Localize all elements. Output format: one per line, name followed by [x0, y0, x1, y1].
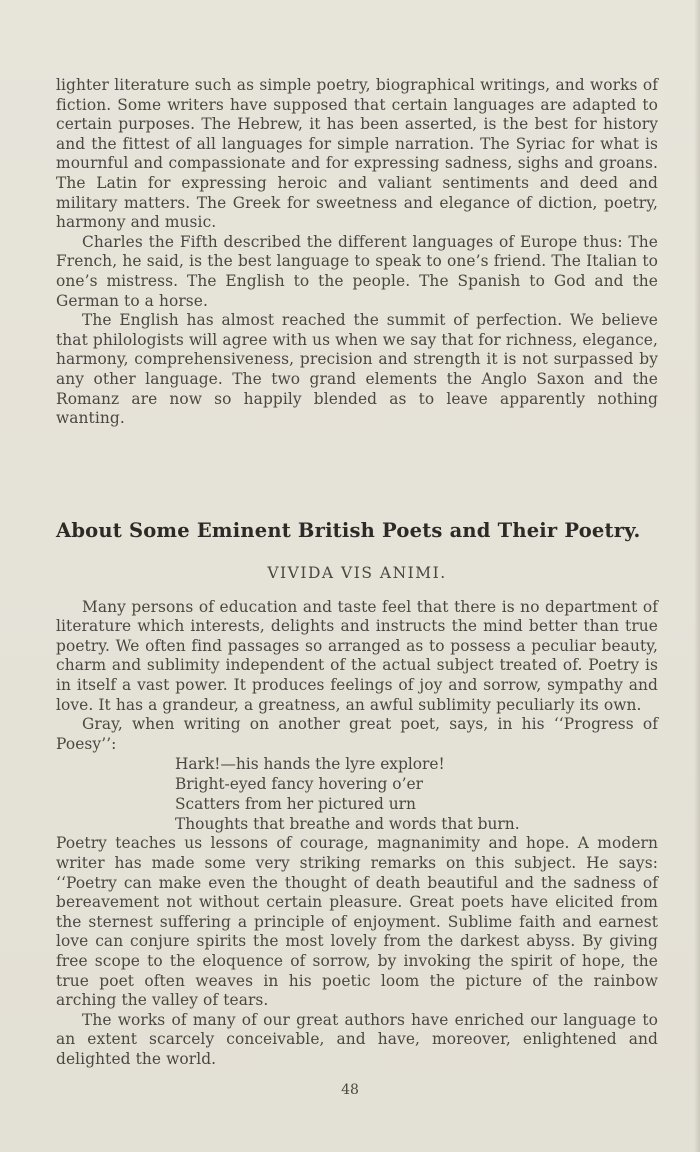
section-motto: VIVIDA VIS ANIMI.	[267, 563, 447, 582]
verse-quotation	[56, 754, 658, 834]
verse-line-3: Scatters from her pictured urn	[175, 795, 416, 814]
body-paragraph-3: Poetry teaches us lessons of courage, magnanimity and hope. A modern writer has made some very striking remarks on this subject. He says: ‘‘Poetry can make even the thought of death beautiful and the sadness of bereavement not without certain pleasure. Great poets have elicited from the sternest suffering a principle of enjoyment. Sublime faith and earnest love can conjure spirits the most lovely from the darkest abyss. By giving free scope to the eloquence of sorrow, by invoking the spirit of hope, the true poet often weaves in his poetic loom the picture of the rainbow arching the valley of tears.	[56, 834, 658, 1010]
intro-paragraph-3: The English has almost reached the summit of perfection. We believe that philologists will agree with us when we say that for richness, elegance, harmony, comprehensiveness, precision and strength it is not surpassed by any other language. The two grand elements the Anglo Saxon and the Romanz are now so happily blended as to leave apparently nothing wanting.	[56, 311, 658, 428]
intro-paragraph-2: Charles the Fifth described the different languages of Europe thus: The French, he said, is the best language to speak to one’s friend. The Italian to one’s mistress. The English to the people. The Spanish to God and the German to a horse.	[56, 232, 658, 310]
page-edge-shadow	[694, 0, 700, 1152]
verse-line-1: Hark!—his hands the lyre explore!	[175, 755, 445, 774]
page-number: 48	[341, 1082, 359, 1098]
body-paragraph-2: Gray, when writing on another great poet, says, in his ‘‘Progress of Poesy’’:	[56, 715, 658, 753]
body-paragraph-4: The works of many of our great authors have enriched our language to an extent scarcely conceivable, and have, moreover, enlightened and delighted the world.	[56, 1010, 658, 1068]
verse-line-2: Bright-eyed fancy hovering o’er	[175, 775, 423, 794]
verse-line-4: Thoughts that breathe and words that burn.	[175, 815, 520, 834]
body-paragraph-1: Many persons of education and taste feel that there is no department of literature which interests, delights and instructs the mind better than true poetry. We often find passages so arranged as to possess a peculiar beauty, charm and sublimity independent of the actual subject treated of. Poetry is in itself a vast power. It produces feelings of joy and sorrow, sympathy and love. It has a grandeur, a greatness, an awful sublimity peculiarly its own.	[56, 597, 658, 714]
intro-paragraph-1: lighter literature such as simple poetry, biographical writings, and works of fiction. Some writers have supposed that certain languages are adapted to certain purposes. The Hebrew, it has been asserted, is the best for history and the fittest of all languages for simple narration. The Syriac for what is mournful and compassionate and for expressing sadness, sighs and groans. The Latin for expressing heroic and valiant sentiments and deed and military matters. The Greek for sweetness and elegance of diction, poetry, harmony and music.	[56, 76, 658, 232]
section-heading: About Some Eminent British Poets and Their Poetry.	[56, 518, 641, 542]
